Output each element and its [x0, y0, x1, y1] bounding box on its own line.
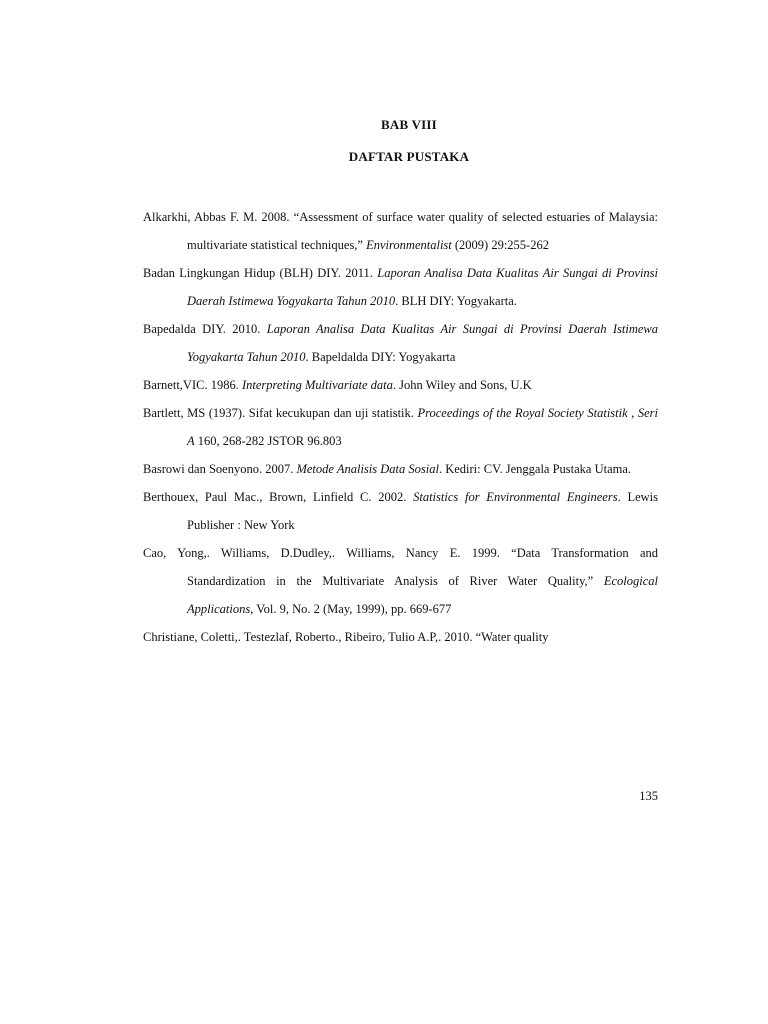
reference-entry — [143, 371, 658, 399]
reference-entry — [143, 315, 658, 371]
reference-text: . John Wiley and Sons, U.K — [392, 378, 532, 392]
reference-text: . Bapeldalda DIY: Yogyakarta — [305, 350, 456, 364]
reference-text: Christiane, Coletti,. Testezlaf, Roberto., Ribeiro, Tulio A.P,. 2010. “Water quality — [143, 630, 549, 644]
reference-text: Badan Lingkungan Hidup (BLH) DIY. 2011. — [143, 266, 378, 280]
reference-entry — [143, 259, 658, 315]
page-number: 135 — [639, 789, 658, 803]
reference-text: . Lewis Publisher : New York — [187, 490, 658, 532]
reference-source: Statistics for Environmental Engineers — [413, 490, 618, 504]
reference-text: Barnett,VIC. 1986. — [143, 378, 242, 392]
reference-entry — [143, 623, 658, 651]
reference-text: . Kediri: CV. Jenggala Pustaka Utama. — [438, 462, 632, 476]
reference-entry — [143, 399, 658, 455]
reference-source: Proceedings of the Royal Society Statistik , Seri A — [187, 406, 658, 448]
reference-source: Metode Analisis Data Sosial — [296, 462, 439, 476]
reference-text: Alkarkhi, Abbas F. M. 2008. “Assessment of surface water quality of selected estuaries of Malaysia: multivariate statistical techniques,” — [143, 210, 658, 252]
chapter-heading: BAB VIII — [381, 117, 437, 132]
reference-text: Basrowi dan Soenyono. 2007. — [143, 462, 297, 476]
reference-entry — [143, 539, 658, 623]
reference-text: , Vol. 9, No. 2 (May, 1999), pp. 669-677 — [250, 602, 452, 616]
reference-text: Bapedalda DIY. 2010. — [143, 322, 267, 336]
reference-entry — [143, 483, 658, 539]
reference-text: Bartlett, MS (1937). Sifat kecukupan dan uji statistik. — [143, 406, 418, 420]
reference-entry — [143, 455, 658, 483]
section-title: DAFTAR PUSTAKA — [348, 149, 470, 164]
reference-source: Ecological Applications — [187, 574, 658, 616]
reference-text: 160, 268-282 JSTOR 96.803 — [194, 434, 342, 448]
reference-source: Environmentalist — [366, 238, 452, 252]
reference-source: Laporan Analisa Data Kualitas Air Sungai di Provinsi Daerah Istimewa Yogyakarta Tahun 2010 — [187, 266, 658, 308]
reference-list — [143, 203, 658, 651]
reference-text: Cao, Yong,. Williams, D.Dudley,. Williams, Nancy E. 1999. “Data Transformation and Standardization in the Multivariate Analysis of River Water Quality,” — [143, 546, 658, 588]
reference-text: . BLH DIY: Yogyakarta. — [395, 294, 517, 308]
reference-source: Interpreting Multivariate data — [241, 378, 393, 392]
reference-text: (2009) 29:255-262 — [451, 238, 549, 252]
reference-source: Laporan Analisa Data Kualitas Air Sungai di Provinsi Daerah Istimewa Yogyakarta Tahun 2010 — [187, 322, 658, 364]
reference-entry — [143, 203, 658, 259]
reference-text: Berthouex, Paul Mac., Brown, Linfield C. 2002. — [143, 490, 414, 504]
